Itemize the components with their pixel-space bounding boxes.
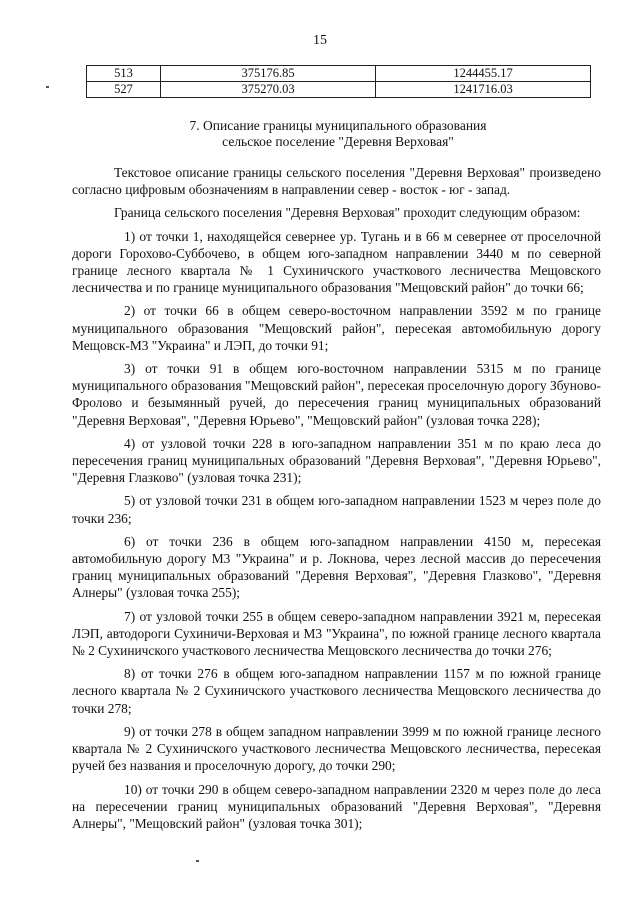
boundary-item-5: 5) от узловой точки 231 в общем юго-западном направлении 1523 м через поле до точки 236; — [72, 493, 601, 526]
point-number-cell: 513 — [87, 66, 161, 82]
boundary-item-8: 8) от точки 276 в общем юго-западном направлении 1157 м по южной границе лесного квартала № 2 Сухиничского участкового лесничества Мещовского лесничества до точки 278; — [72, 666, 601, 716]
coordinate-table — [86, 65, 591, 98]
point-number-cell: 527 — [87, 82, 161, 98]
scan-speck — [46, 86, 49, 88]
section-heading — [0, 118, 640, 150]
boundary-item-1: 1) от точки 1, находящейся севернее ур. Тугань и в 66 м севернее от проселочной дороги Горохово-Суббочево, в общем юго-западном направлении 3440 м по северной границе лесного квартала № 1 Сухиничского участкового лесничества Мещовского лесничества и по границе муниципального образования "Мещовский район" до точки 66; — [72, 228, 601, 296]
boundary-item-2: 2) от точки 66 в общем северо-восточном направлении 3592 м по границе муниципального образования "Мещовский район", пересекая автомобильную дорогу Мещовск-М3 "Украина" и ЛЭП, до точки 91; — [72, 303, 601, 353]
x-coordinate-cell: 375270.03 — [161, 82, 376, 98]
scan-speck — [196, 860, 199, 862]
boundary-description — [72, 164, 601, 838]
boundary-item-4: 4) от узловой точки 228 в юго-западном направлении 351 м по краю леса до пересечения границ муниципальных образований "Деревня Верховая", "Деревня Юрьево", "Деревня Глазково" (узловая точка 231); — [72, 435, 601, 486]
page-number: 15 — [313, 33, 327, 48]
boundary-item-7: 7) от узловой точки 255 в общем северо-западном направлении 3921 м, пересекая ЛЭП, автодороги Сухиничи-Верховая и М3 "Украина", по южной границе лесного квартала № 2 Сухиничского участкового лесничества Мещовского лесничества до точки 276; — [72, 608, 601, 659]
lead-paragraph: Граница сельского поселения "Деревня Верховая" проходит следующим образом: — [114, 205, 581, 221]
boundary-item-10: 10) от точки 290 в общем северо-западном направлении 2320 м через поле до леса на пересечении границ муниципальных образований "Деревня Верховая", "Деревня Алнеры", "Мещовский район" (узловая точка 301); — [72, 781, 601, 831]
y-coordinate-cell: 1241716.03 — [376, 82, 591, 98]
table-row — [87, 82, 591, 98]
section-title-line-1: 7. Описание границы муниципального образования — [189, 118, 487, 133]
x-coordinate-cell: 375176.85 — [161, 66, 376, 82]
boundary-item-6: 6) от точки 236 в общем юго-западном направлении 4150 м, пересекая автомобильную дорогу М3 "Украина" и р. Локнова, через лесной массив до пересечения границ муниципальных образований "Деревня Верховая", "Деревня Глазково", "Деревня Алнеры" (узловая точка 255); — [72, 533, 601, 601]
table-row — [87, 66, 591, 82]
intro-paragraph: Текстовое описание границы сельского поселения "Деревня Верховая" произведено согласно цифровым обозначениям в направлении север - восток - юг - запад. — [72, 165, 601, 198]
boundary-item-9: 9) от точки 278 в общем западном направлении 3999 м по южной границе лесного квартала № 2 Сухиничского участкового лесничества Мещовского лесничества, пересекая ручей без названия и проселочную дорогу, до точки 290; — [72, 723, 601, 774]
boundary-item-3: 3) от точки 91 в общем юго-восточном направлении 5315 м по границе муниципального образования "Мещовский район", пересекая проселочную дорогу Збуново-Фролово и безымянный ручей, до пересечения границ муниципальных образований "Деревня Верховая", "Деревня Юрьево", "Мещовский район" (узловая точка 228); — [72, 361, 601, 428]
section-title-line-2: сельское поселение "Деревня Верховая" — [222, 134, 454, 149]
y-coordinate-cell: 1244455.17 — [376, 66, 591, 82]
